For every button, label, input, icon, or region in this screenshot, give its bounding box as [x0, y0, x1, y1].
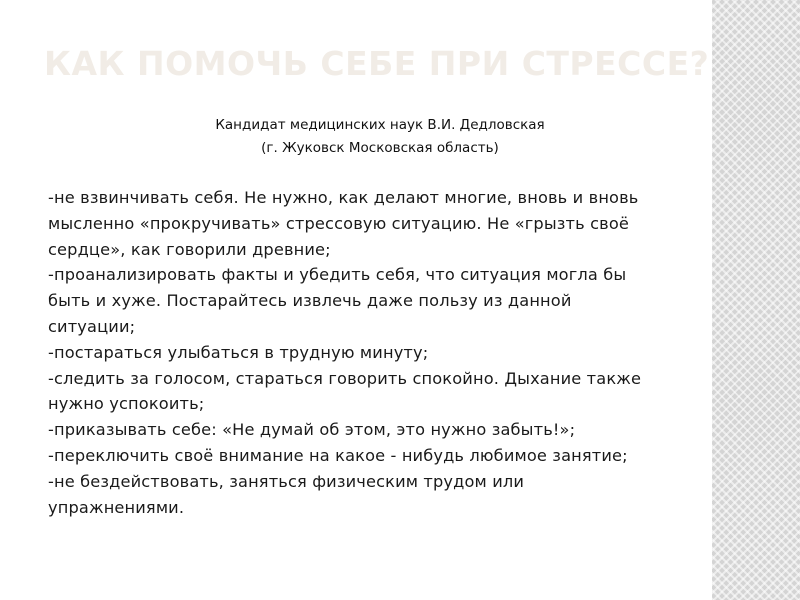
advice-line: сердце», как говорили древние; — [48, 239, 331, 259]
advice-line: -не бездействовать, заняться физическим трудом или — [48, 471, 525, 491]
advice-line: -переключить своё внимание на какое - нибудь любимое занятие; — [48, 445, 628, 465]
slide-title: КАК ПОМОЧЬ СЕБЕ ПРИ СТРЕССЕ? — [44, 44, 710, 83]
advice-text — [48, 185, 698, 520]
advice-line: -приказывать себе: «Не думай об этом, это нужно забыть!»; — [48, 420, 576, 440]
author-location: (г. Жуковск Московская область) — [261, 140, 499, 156]
decorative-side-strip — [712, 0, 800, 600]
advice-line: -не взвинчивать себя. Не нужно, как делают многие, вновь и вновь — [48, 188, 639, 207]
advice-line: -следить за голосом, стараться говорить спокойно. Дыхание также — [48, 368, 642, 388]
advice-line: упражнениями. — [48, 497, 185, 517]
advice-line: -проанализировать факты и убедить себя, что ситуация могла бы — [48, 265, 627, 285]
advice-line: быть и хуже. Постарайтесь извлечь даже пользу из данной — [48, 291, 572, 311]
advice-line: ситуации; — [48, 316, 136, 336]
advice-line: -постараться улыбаться в трудную минуту; — [48, 342, 429, 362]
author-block — [48, 114, 712, 160]
advice-line: мысленно «прокручивать» стрессовую ситуацию. Не «грызть своё — [48, 213, 630, 233]
advice-line: нужно успокоить; — [48, 394, 205, 414]
author-name: Кандидат медицинских наук В.И. Дедловская — [215, 117, 545, 133]
